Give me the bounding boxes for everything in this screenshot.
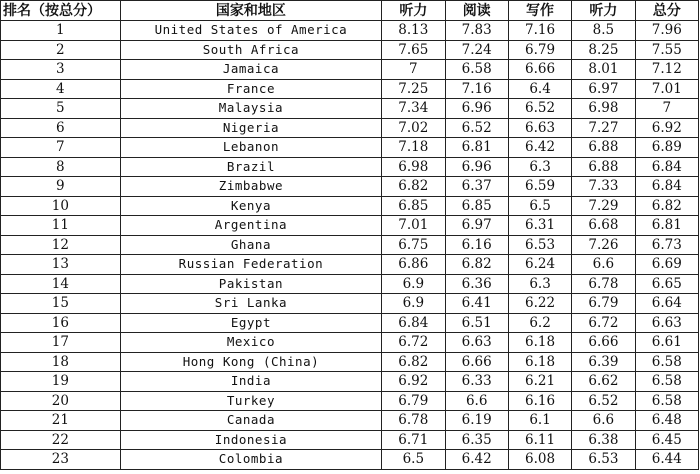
cell-speaking: 7.29	[572, 196, 635, 216]
cell-country: Mexico	[120, 333, 381, 353]
cell-listening: 7	[382, 60, 445, 80]
cell-rank: 2	[1, 40, 121, 60]
cell-country: Argentina	[120, 216, 381, 236]
cell-reading: 6.33	[445, 372, 508, 392]
table-body	[1, 21, 699, 470]
cell-listening: 6.85	[382, 196, 445, 216]
cell-country: Hong Kong (China)	[120, 352, 381, 372]
table-row	[1, 40, 699, 60]
cell-rank: 15	[1, 294, 121, 314]
cell-listening: 7.25	[382, 79, 445, 99]
cell-overall: 6.63	[635, 313, 698, 333]
cell-writing: 6.1	[508, 411, 571, 431]
cell-country: Kenya	[120, 196, 381, 216]
cell-rank: 21	[1, 411, 121, 431]
cell-speaking: 6.53	[572, 450, 635, 470]
cell-country: Malaysia	[120, 99, 381, 119]
table-row	[1, 118, 699, 138]
cell-reading: 7.83	[445, 21, 508, 41]
cell-rank: 7	[1, 138, 121, 158]
cell-overall: 6.44	[635, 450, 698, 470]
table-row	[1, 99, 699, 119]
cell-speaking: 6.72	[572, 313, 635, 333]
table-row	[1, 294, 699, 314]
cell-overall: 6.82	[635, 196, 698, 216]
cell-rank: 18	[1, 352, 121, 372]
cell-speaking: 8.5	[572, 21, 635, 41]
table-row	[1, 138, 699, 158]
table-row	[1, 333, 699, 353]
cell-reading: 6.63	[445, 333, 508, 353]
header-writing: 写作	[508, 1, 571, 21]
header-reading: 阅读	[445, 1, 508, 21]
cell-overall: 6.84	[635, 177, 698, 197]
cell-overall: 6.69	[635, 255, 698, 275]
cell-country: Nigeria	[120, 118, 381, 138]
cell-country: United States of America	[120, 21, 381, 41]
cell-rank: 8	[1, 157, 121, 177]
cell-listening: 6.78	[382, 411, 445, 431]
cell-writing: 7.16	[508, 21, 571, 41]
cell-reading: 6.37	[445, 177, 508, 197]
cell-speaking: 6.98	[572, 99, 635, 119]
cell-writing: 6.52	[508, 99, 571, 119]
cell-reading: 6.41	[445, 294, 508, 314]
cell-listening: 6.9	[382, 294, 445, 314]
cell-rank: 17	[1, 333, 121, 353]
cell-country: Brazil	[120, 157, 381, 177]
cell-reading: 6.6	[445, 391, 508, 411]
cell-writing: 6.11	[508, 430, 571, 450]
cell-writing: 6.18	[508, 333, 571, 353]
cell-writing: 6.53	[508, 235, 571, 255]
table-header	[1, 1, 699, 21]
cell-overall: 7.96	[635, 21, 698, 41]
table-row	[1, 79, 699, 99]
cell-overall: 7.01	[635, 79, 698, 99]
cell-speaking: 6.88	[572, 138, 635, 158]
cell-reading: 6.58	[445, 60, 508, 80]
cell-rank: 6	[1, 118, 121, 138]
cell-listening: 7.02	[382, 118, 445, 138]
cell-writing: 6.59	[508, 177, 571, 197]
cell-overall: 6.48	[635, 411, 698, 431]
cell-speaking: 6.6	[572, 411, 635, 431]
cell-country: Zimbabwe	[120, 177, 381, 197]
header-country: 国家和地区	[120, 1, 381, 21]
header-speaking: 听力	[572, 1, 635, 21]
cell-reading: 6.42	[445, 450, 508, 470]
cell-writing: 6.3	[508, 274, 571, 294]
cell-reading: 6.36	[445, 274, 508, 294]
cell-country: France	[120, 79, 381, 99]
table-row	[1, 177, 699, 197]
cell-writing: 6.08	[508, 450, 571, 470]
header-overall: 总分	[635, 1, 698, 21]
cell-speaking: 6.52	[572, 391, 635, 411]
cell-speaking: 6.68	[572, 216, 635, 236]
table-row	[1, 274, 699, 294]
cell-rank: 11	[1, 216, 121, 236]
table-row	[1, 411, 699, 431]
cell-rank: 22	[1, 430, 121, 450]
cell-country: Turkey	[120, 391, 381, 411]
cell-speaking: 6.79	[572, 294, 635, 314]
cell-listening: 6.84	[382, 313, 445, 333]
cell-writing: 6.4	[508, 79, 571, 99]
cell-country: Colombia	[120, 450, 381, 470]
cell-overall: 6.61	[635, 333, 698, 353]
cell-overall: 6.58	[635, 372, 698, 392]
cell-overall: 6.58	[635, 391, 698, 411]
cell-writing: 6.42	[508, 138, 571, 158]
cell-reading: 6.19	[445, 411, 508, 431]
cell-reading: 7.16	[445, 79, 508, 99]
cell-overall: 6.84	[635, 157, 698, 177]
table-row	[1, 60, 699, 80]
table-row	[1, 157, 699, 177]
cell-speaking: 6.6	[572, 255, 635, 275]
cell-rank: 16	[1, 313, 121, 333]
cell-speaking: 7.33	[572, 177, 635, 197]
cell-speaking: 6.62	[572, 372, 635, 392]
cell-rank: 9	[1, 177, 121, 197]
cell-country: India	[120, 372, 381, 392]
cell-rank: 19	[1, 372, 121, 392]
cell-country: Indonesia	[120, 430, 381, 450]
cell-overall: 7	[635, 99, 698, 119]
cell-rank: 5	[1, 99, 121, 119]
cell-writing: 6.24	[508, 255, 571, 275]
cell-speaking: 6.97	[572, 79, 635, 99]
cell-overall: 6.65	[635, 274, 698, 294]
header-row	[1, 1, 699, 21]
cell-listening: 6.71	[382, 430, 445, 450]
cell-listening: 6.92	[382, 372, 445, 392]
cell-rank: 13	[1, 255, 121, 275]
cell-overall: 7.12	[635, 60, 698, 80]
cell-writing: 6.22	[508, 294, 571, 314]
cell-speaking: 7.27	[572, 118, 635, 138]
cell-speaking: 6.39	[572, 352, 635, 372]
cell-country: Pakistan	[120, 274, 381, 294]
cell-speaking: 8.25	[572, 40, 635, 60]
cell-rank: 1	[1, 21, 121, 41]
cell-writing: 6.21	[508, 372, 571, 392]
cell-speaking: 7.26	[572, 235, 635, 255]
table-row	[1, 255, 699, 275]
cell-reading: 6.96	[445, 99, 508, 119]
cell-reading: 6.81	[445, 138, 508, 158]
cell-listening: 6.75	[382, 235, 445, 255]
table-row	[1, 450, 699, 470]
cell-rank: 3	[1, 60, 121, 80]
cell-country: Egypt	[120, 313, 381, 333]
cell-overall: 6.58	[635, 352, 698, 372]
cell-rank: 14	[1, 274, 121, 294]
cell-overall: 6.64	[635, 294, 698, 314]
cell-country: Ghana	[120, 235, 381, 255]
cell-rank: 10	[1, 196, 121, 216]
cell-writing: 6.63	[508, 118, 571, 138]
cell-writing: 6.79	[508, 40, 571, 60]
cell-speaking: 6.38	[572, 430, 635, 450]
cell-listening: 6.5	[382, 450, 445, 470]
cell-listening: 6.82	[382, 177, 445, 197]
cell-writing: 6.18	[508, 352, 571, 372]
table-row	[1, 352, 699, 372]
table-row	[1, 196, 699, 216]
cell-rank: 20	[1, 391, 121, 411]
table-row	[1, 430, 699, 450]
table-row	[1, 391, 699, 411]
cell-writing: 6.5	[508, 196, 571, 216]
cell-listening: 6.72	[382, 333, 445, 353]
header-listening: 听力	[382, 1, 445, 21]
cell-reading: 6.66	[445, 352, 508, 372]
cell-writing: 6.31	[508, 216, 571, 236]
cell-reading: 6.97	[445, 216, 508, 236]
cell-country: Canada	[120, 411, 381, 431]
table-row	[1, 21, 699, 41]
cell-listening: 8.13	[382, 21, 445, 41]
table-row	[1, 313, 699, 333]
cell-country: Jamaica	[120, 60, 381, 80]
cell-listening: 6.79	[382, 391, 445, 411]
cell-overall: 6.73	[635, 235, 698, 255]
cell-listening: 7.18	[382, 138, 445, 158]
cell-reading: 6.51	[445, 313, 508, 333]
cell-writing: 6.2	[508, 313, 571, 333]
cell-overall: 6.45	[635, 430, 698, 450]
cell-rank: 23	[1, 450, 121, 470]
table-row	[1, 216, 699, 236]
cell-country: Russian Federation	[120, 255, 381, 275]
header-rank: 排名（按总分）	[1, 1, 121, 21]
cell-reading: 6.82	[445, 255, 508, 275]
cell-listening: 6.86	[382, 255, 445, 275]
cell-listening: 7.01	[382, 216, 445, 236]
cell-overall: 7.55	[635, 40, 698, 60]
cell-speaking: 8.01	[572, 60, 635, 80]
cell-reading: 6.85	[445, 196, 508, 216]
table-row	[1, 372, 699, 392]
table-row	[1, 235, 699, 255]
cell-listening: 6.82	[382, 352, 445, 372]
cell-reading: 7.24	[445, 40, 508, 60]
cell-overall: 6.81	[635, 216, 698, 236]
cell-reading: 6.35	[445, 430, 508, 450]
cell-listening: 7.34	[382, 99, 445, 119]
cell-rank: 12	[1, 235, 121, 255]
cell-overall: 6.89	[635, 138, 698, 158]
cell-speaking: 6.88	[572, 157, 635, 177]
cell-speaking: 6.66	[572, 333, 635, 353]
cell-overall: 6.92	[635, 118, 698, 138]
cell-writing: 6.66	[508, 60, 571, 80]
cell-reading: 6.16	[445, 235, 508, 255]
cell-country: Sri Lanka	[120, 294, 381, 314]
cell-listening: 6.9	[382, 274, 445, 294]
cell-listening: 6.98	[382, 157, 445, 177]
cell-reading: 6.52	[445, 118, 508, 138]
cell-rank: 4	[1, 79, 121, 99]
cell-speaking: 6.78	[572, 274, 635, 294]
cell-country: Lebanon	[120, 138, 381, 158]
cell-country: South Africa	[120, 40, 381, 60]
cell-writing: 6.3	[508, 157, 571, 177]
cell-reading: 6.96	[445, 157, 508, 177]
cell-listening: 7.65	[382, 40, 445, 60]
cell-writing: 6.16	[508, 391, 571, 411]
